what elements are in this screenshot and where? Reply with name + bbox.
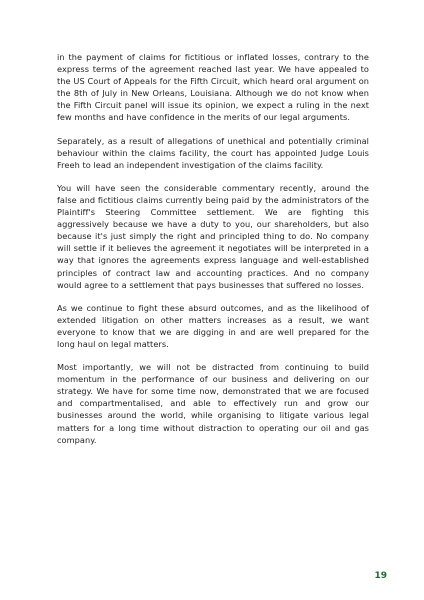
paragraph-2: Separately, as a result of allegations of unethical and potentially criminal behaviour within the claims facility, the court has appointed Judge Louis Freeh to lead an independent investigation of the claims facility. <box>57 135 369 170</box>
paragraph-3: You will have seen the considerable commentary recently, around the false and fictitious claims currently being paid by the administrators of the Plaintiff's Steering Committee settlement. We are fighting this aggressively because we have a duty to you, our shareholders, but also because it's just simply the right and principled thing to do. No company will settle if it believes the agreement it negotiates will be interpreted in a way that ignores the agreements express language and well-established principles of contract law and accounting practices. And no company would agree to a settlement that pays businesses that suffered no losses. <box>57 182 369 290</box>
page-number: 19 <box>374 571 387 581</box>
body-text <box>57 51 369 457</box>
paragraph-5: Most importantly, we will not be distracted from continuing to build momentum in the performance of our business and delivering on our strategy. We have for some time now, demonstrated that we are focused and compartmentalised, and able to effectively run and grow our businesses around the world, while organising to litigate various legal matters for a long time without distraction to operating our oil and gas company. <box>57 362 369 445</box>
paragraph-1: in the payment of claims for fictitious or inflated losses, contrary to the express terms of the agreement reached last year. We have appealed to the US Court of Appeals for the Fifth Circuit, which heard oral argument on the 8th of July in New Orleans, Louisiana. Although we do not know when the Fifth Circuit panel will issue its opinion, we expect a ruling in the next few months and have confidence in the merits of our legal arguments. <box>57 52 369 123</box>
paragraph-4: As we continue to fight these absurd outcomes, and as the likelihood of extended litigation on other matters increases as a result, we want everyone to know that we are digging in and are well prepared for the long haul on legal matters. <box>57 302 369 349</box>
